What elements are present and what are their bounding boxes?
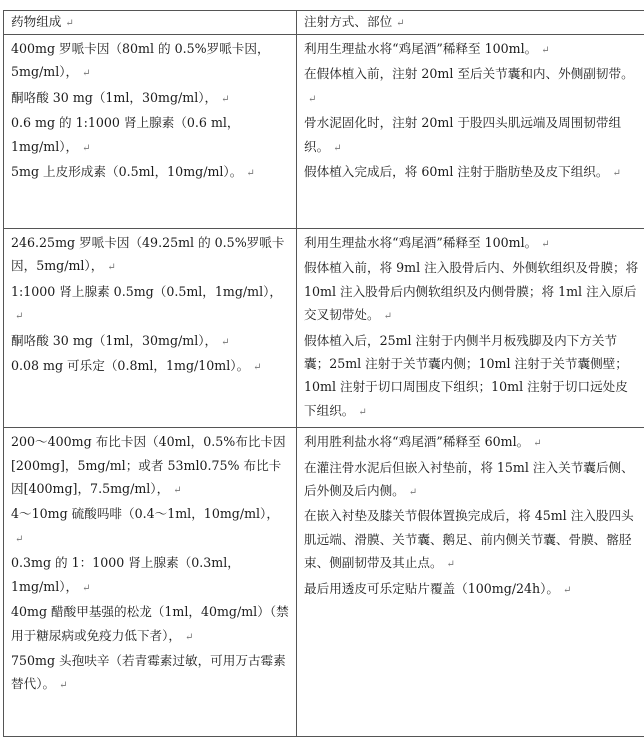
drug-line: 1:1000 肾上腺素 0.5mg（0.5ml，1mg/ml），↵ <box>11 280 290 329</box>
injection-line: 骨水泥固化时，注射 20ml 于股四头肌远端及周围韧带组织。 ↵ <box>304 111 639 160</box>
drug-line: 0.6 mg 的 1:1000 肾上腺素（0.6 ml，1mg/ml）， ↵ <box>11 111 290 160</box>
cell-drug-composition <box>4 428 297 737</box>
drug-line: 0.3mg 的 1：1000 肾上腺素（0.3ml，1mg/ml）， ↵ <box>11 551 290 600</box>
injection-line: 假体植入完成后，将 60ml 注射于脂肪垫及皮下组织。 ↵ <box>304 160 639 185</box>
drug-line: 4～10mg 硫酸吗啡（0.4～1ml，10mg/ml），↵ <box>11 502 290 551</box>
injection-line: 利用胜利盐水将“鸡尾酒”稀释至 60ml。 ↵ <box>304 430 639 455</box>
drug-line: 酮咯酸 30 mg（1ml，30mg/ml）， ↵ <box>11 86 290 111</box>
drug-line: 400mg 罗哌卡因（80ml 的 0.5%罗哌卡因，5mg/ml）， ↵ <box>11 37 290 86</box>
cell-drug-composition <box>4 229 297 428</box>
table-row <box>4 229 644 428</box>
drug-line: 750mg 头孢呋辛（若青霉素过敏，可用万古霉素替代）。 ↵ <box>11 649 290 698</box>
drug-line: 200～400mg 布比卡因（40ml，0.5%布比卡因[200mg]，5mg/ml；或者 53ml0.75% 布比卡因[400mg]，7.5mg/ml）， ↵ <box>11 430 290 502</box>
cell-injection-site <box>297 35 644 229</box>
drug-line: 酮咯酸 30 mg（1ml，30mg/ml）， ↵ <box>11 329 290 354</box>
injection-line: 利用生理盐水将“鸡尾酒”稀释至 100ml。 ↵ <box>304 37 639 62</box>
drug-line: 0.08 mg 可乐定（0.8ml，1mg/10ml）。 ↵ <box>11 354 290 379</box>
drug-line: 246.25mg 罗哌卡因（49.25ml 的 0.5%罗哌卡因，5mg/ml）， ↵ <box>11 231 290 280</box>
header-row <box>4 11 644 35</box>
drug-line: 5mg 上皮形成素（0.5ml，10mg/ml）。 ↵ <box>11 160 290 185</box>
injection-line: 最后用透皮可乐定贴片覆盖（100mg/24h）。 ↵ <box>304 577 639 602</box>
cell-drug-composition <box>4 35 297 229</box>
drug-injection-table <box>3 10 644 737</box>
table-row <box>4 428 644 737</box>
cell-injection-site <box>297 428 644 737</box>
drug-line: 40mg 醋酸甲基强的松龙（1ml，40mg/ml）（禁用于糖尿病或免疫力低下者）， ↵ <box>11 600 290 649</box>
injection-line: 利用生理盐水将“鸡尾酒”稀释至 100ml。 ↵ <box>304 231 639 256</box>
header-drug-composition: 药物组成 ↵ <box>4 11 297 35</box>
header-injection-site: 注射方式、部位 ↵ <box>297 11 644 35</box>
injection-line: 在灌注骨水泥后但嵌入衬垫前，将 15ml 注入关节囊后侧、后外侧及后内侧。 ↵ <box>304 456 639 505</box>
table-row <box>4 35 644 229</box>
cell-injection-site <box>297 229 644 428</box>
injection-line: 在嵌入衬垫及膝关节假体置换完成后，将 45ml 注入股四头肌远端、滑膜、关节囊、鹅足、前内侧关节囊、骨膜、髂胫束、侧副韧带及其止点。 ↵ <box>304 504 639 576</box>
injection-line: 假体植入前，将 9ml 注入股骨后内、外侧软组织及骨膜；将 10ml 注入股骨后内侧软组织及内侧骨膜；将 1ml 注入原后交叉韧带处。 ↵ <box>304 256 639 328</box>
injection-line: 在假体植入前，注射 20ml 至后关节囊和内、外侧副韧带。↵ <box>304 62 639 111</box>
injection-line: 假体植入后，25ml 注射于内侧半月板残脚及内下方关节囊；25ml 注射于关节囊内侧；10ml 注射于关节囊侧壁；10ml 注射于切口周围皮下组织；10ml 注射于切口远处皮下组织。 ↵ <box>304 329 639 425</box>
